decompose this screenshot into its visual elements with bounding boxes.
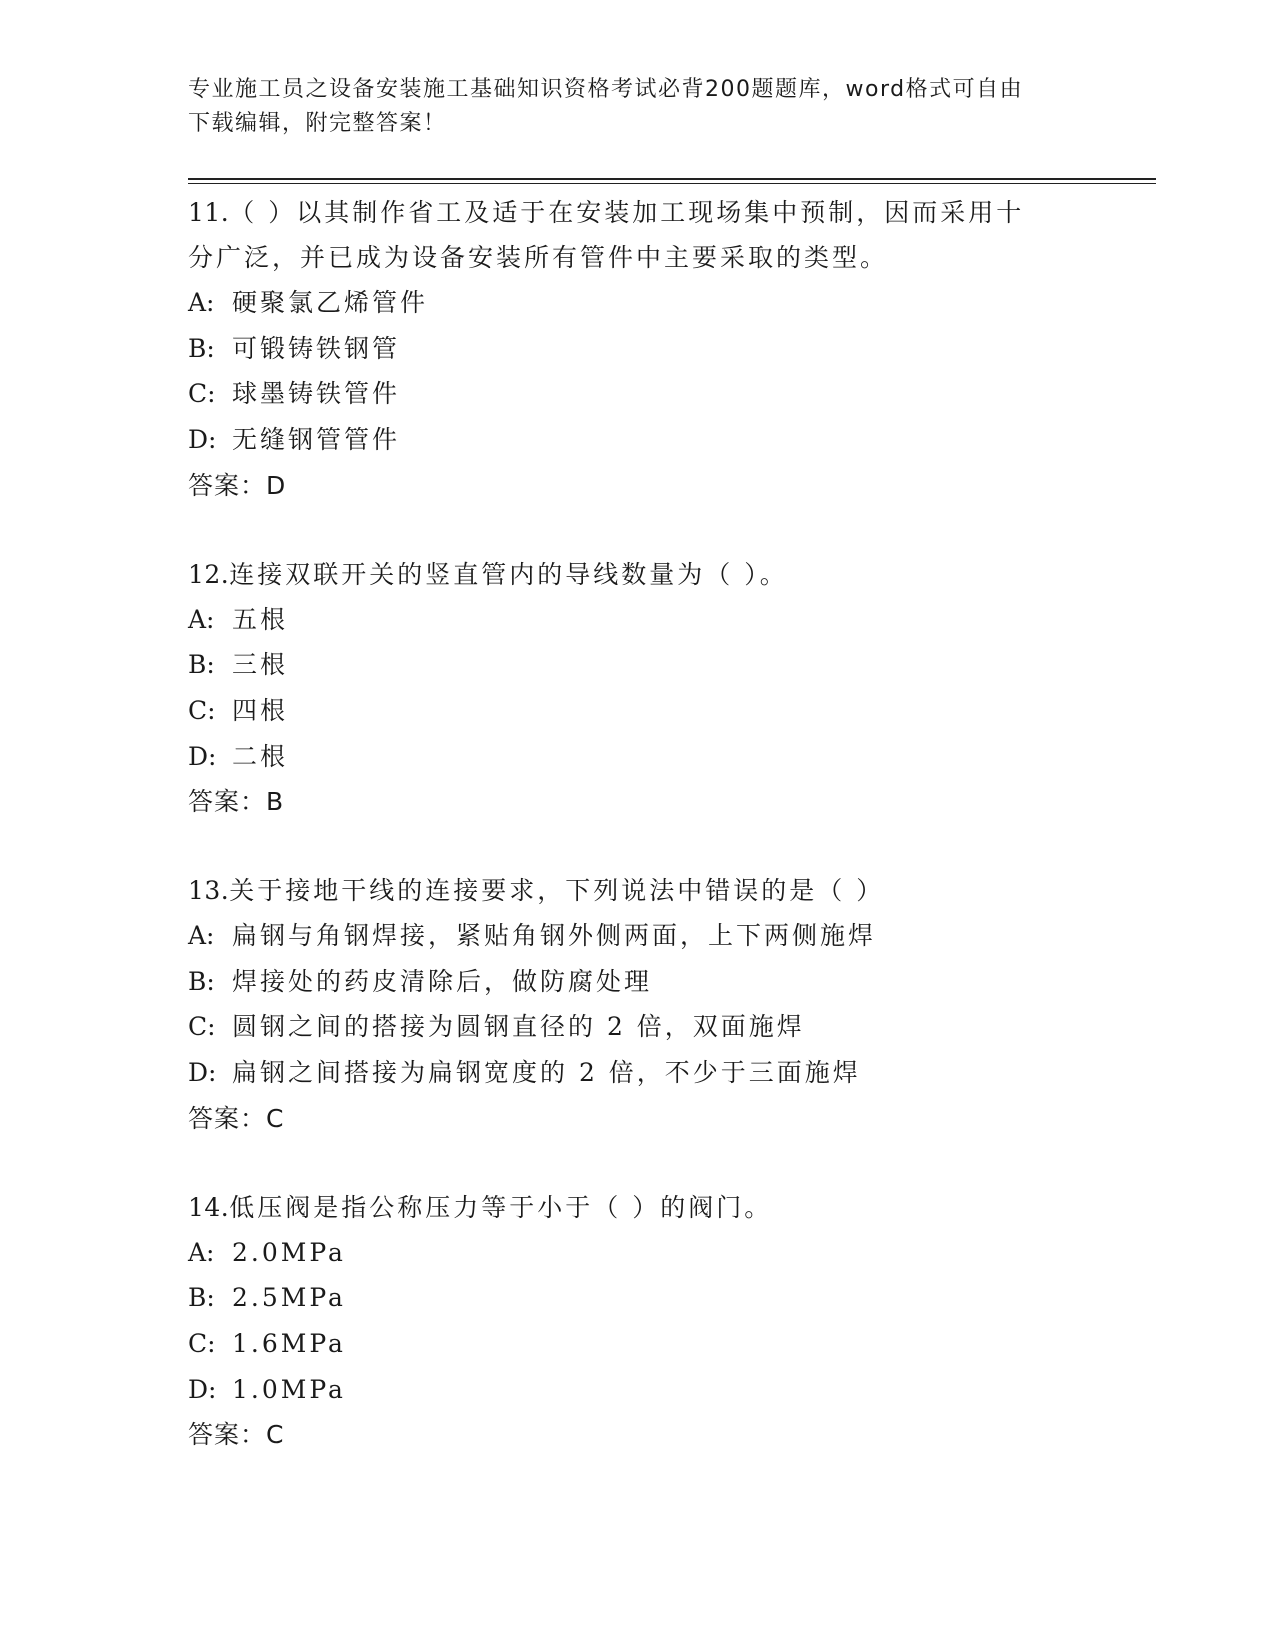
question-number: 11. [188,198,230,227]
option-text: 无缝钢管管件 [232,425,401,455]
option-text: 2.0MPa [232,1237,346,1267]
option-text: 扁钢之间搭接为扁钢宽度的 2 倍，不少于三面施焊 [232,1058,861,1088]
document-header [188,73,1068,141]
option-key: A: [188,288,215,317]
question-13 [188,868,1088,1142]
option-key: B: [188,966,215,996]
option-text: 焊接处的药皮清除后，做防腐处理 [232,966,653,996]
option-key: B: [188,333,215,363]
question-stem [188,552,1088,597]
question-stem [188,1185,1088,1230]
option-key: D: [188,1058,217,1088]
option-a [188,280,1088,326]
option-text: 可锻铸铁钢管 [232,333,401,363]
question-text-line: 低压阀是指公称压力等于小于（ ）的阀门。 [229,1192,773,1222]
question-text-line: 连接双联开关的竖直管内的导线数量为（ ）。 [229,559,788,589]
question-text-line: （ ）以其制作省工及适于在安装加工现场集中预制，因而采用十 [229,198,1025,227]
option-text: 扁钢与角钢焊接，紧贴角钢外侧两面，上下两侧施焊 [232,921,877,951]
question-stem [188,190,1088,235]
question-stem [188,868,1088,913]
question-12 [188,552,1088,826]
question-number: 14. [188,1192,230,1222]
option-key: C: [188,379,216,409]
option-text: 四根 [232,695,289,725]
option-key: B: [188,650,215,680]
answer-line: 答案：D [188,470,287,500]
option-key: C: [188,1328,216,1358]
option-text: 1.0MPa [232,1374,346,1404]
option-b [188,326,1088,372]
answer-line: 答案：C [188,1103,285,1133]
question-number: 12. [188,559,230,589]
question-list [188,190,1088,1501]
header-line-2: 下载编辑，附完整答案！ [188,111,447,136]
option-text: 圆钢之间的搭接为圆钢直径的 2 倍，双面施焊 [232,1012,805,1042]
option-text: 五根 [232,604,289,634]
option-key: C: [188,1012,216,1042]
option-a [188,597,1088,643]
option-key: D: [188,1374,217,1404]
option-a [188,1230,1088,1276]
question-text-line: 分广泛，并已成为设备安装所有管件中主要采取的类型。 [188,243,889,272]
header-line-1: 专业施工员之设备安装施工基础知识资格考试必背200题题库，word格式可自由 [188,77,1024,102]
option-b [188,959,1088,1005]
option-text: 三根 [232,650,289,680]
option-text: 二根 [232,741,289,771]
option-c [188,1004,1088,1050]
option-c [188,688,1088,734]
answer-line: 答案：B [188,787,285,817]
option-text: 2.5MPa [232,1283,346,1313]
header-divider-thick [188,178,1156,180]
option-key: C: [188,695,216,725]
option-text: 硬聚氯乙烯管件 [232,288,429,317]
question-stem-continued [188,235,1088,280]
option-key: A: [188,921,215,951]
option-text: 1.6MPa [232,1328,346,1358]
option-d [188,734,1088,780]
option-b [188,1275,1088,1321]
option-b [188,642,1088,688]
option-key: D: [188,741,217,771]
option-d [188,1050,1088,1096]
option-text: 球墨铸铁管件 [232,379,401,409]
question-11 [188,190,1088,509]
option-key: B: [188,1283,215,1313]
option-c [188,371,1088,417]
question-14 [188,1185,1088,1459]
option-key: A: [188,1237,215,1267]
option-key: D: [188,425,217,455]
header-divider-thin [188,183,1156,184]
question-text-line: 关于接地干线的连接要求，下列说法中错误的是（ ） [229,876,885,906]
option-c [188,1321,1088,1367]
option-d [188,1367,1088,1413]
option-a [188,913,1088,959]
option-key: A: [188,604,215,634]
option-d [188,417,1088,463]
answer-line: 答案：C [188,1420,285,1450]
question-number: 13. [188,876,230,906]
